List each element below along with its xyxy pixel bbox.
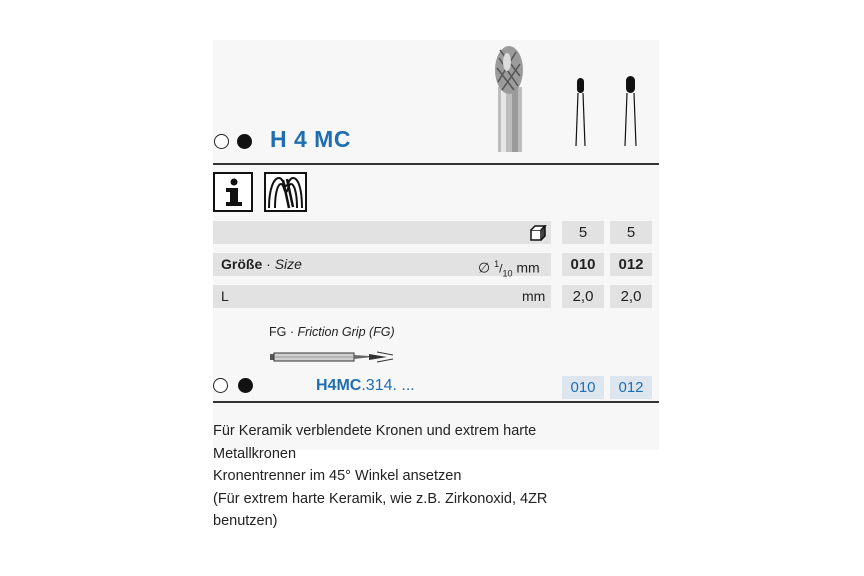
length-label: L bbox=[221, 288, 229, 304]
description-line: Metallkronen bbox=[213, 445, 297, 462]
product-title: H 4 MC bbox=[270, 126, 351, 152]
shank-name: Friction Grip (FG) bbox=[297, 325, 395, 339]
size-value-010: 010 bbox=[562, 253, 604, 276]
description-line: Kronentrenner im 45° Winkel ansetzen bbox=[213, 468, 462, 484]
info-icon[interactable] bbox=[213, 172, 253, 212]
size-label-en: Size bbox=[274, 256, 302, 272]
crown-cutter-glyph bbox=[266, 174, 305, 210]
length-value-010: 2,0 bbox=[562, 285, 604, 308]
size-value-012: 012 bbox=[610, 253, 652, 276]
order-prefix: H4MC bbox=[316, 377, 362, 394]
size-label bbox=[221, 253, 302, 276]
shank-code: FG bbox=[269, 325, 287, 339]
shank-separator: · bbox=[286, 325, 298, 339]
package-row-bar bbox=[213, 221, 551, 244]
size-unit-mm: mm bbox=[516, 259, 540, 276]
size-label-de: Größe bbox=[221, 256, 263, 272]
order-suffix: .314. ... bbox=[361, 377, 415, 394]
order-filled-circle-icon bbox=[238, 378, 253, 393]
unit-numerator: 1 bbox=[494, 259, 500, 269]
open-circle-icon bbox=[214, 134, 229, 149]
size-label-separator: · bbox=[262, 256, 275, 272]
diameter-icon: ∅ bbox=[478, 259, 491, 276]
product-description bbox=[213, 420, 613, 533]
info-glyph bbox=[215, 174, 251, 210]
package-qty-010: 5 bbox=[562, 221, 604, 244]
unit-denominator: 10 bbox=[502, 268, 513, 279]
package-icon bbox=[528, 225, 550, 241]
description-line: (Für extrem harte Keramik, wie z.B. Zirkonoxid, 4ZR bbox=[213, 490, 548, 507]
size-unit: ∅ $^1/_{10}$ mm bbox=[478, 259, 540, 279]
description-line: Für Keramik verblendete Kronen und extrem harte bbox=[213, 423, 537, 439]
order-open-circle-icon bbox=[213, 378, 228, 393]
order-number bbox=[316, 377, 415, 395]
crown-cutter-icon[interactable] bbox=[264, 172, 307, 212]
length-row-bar bbox=[213, 285, 551, 308]
filled-circle-icon bbox=[237, 134, 252, 149]
order-size-010[interactable]: 010 bbox=[562, 376, 604, 399]
length-value-012: 2,0 bbox=[610, 285, 652, 308]
shank-caption bbox=[269, 325, 395, 339]
length-unit: mm bbox=[522, 288, 546, 304]
order-size-012[interactable]: 012 bbox=[610, 376, 652, 399]
description-line: benutzen) bbox=[213, 513, 278, 529]
fg-shank-bur-icon bbox=[269, 348, 404, 366]
package-qty-012: 5 bbox=[610, 221, 652, 244]
product-title-row bbox=[213, 120, 659, 164]
order-divider bbox=[213, 401, 659, 403]
title-divider bbox=[213, 163, 659, 165]
